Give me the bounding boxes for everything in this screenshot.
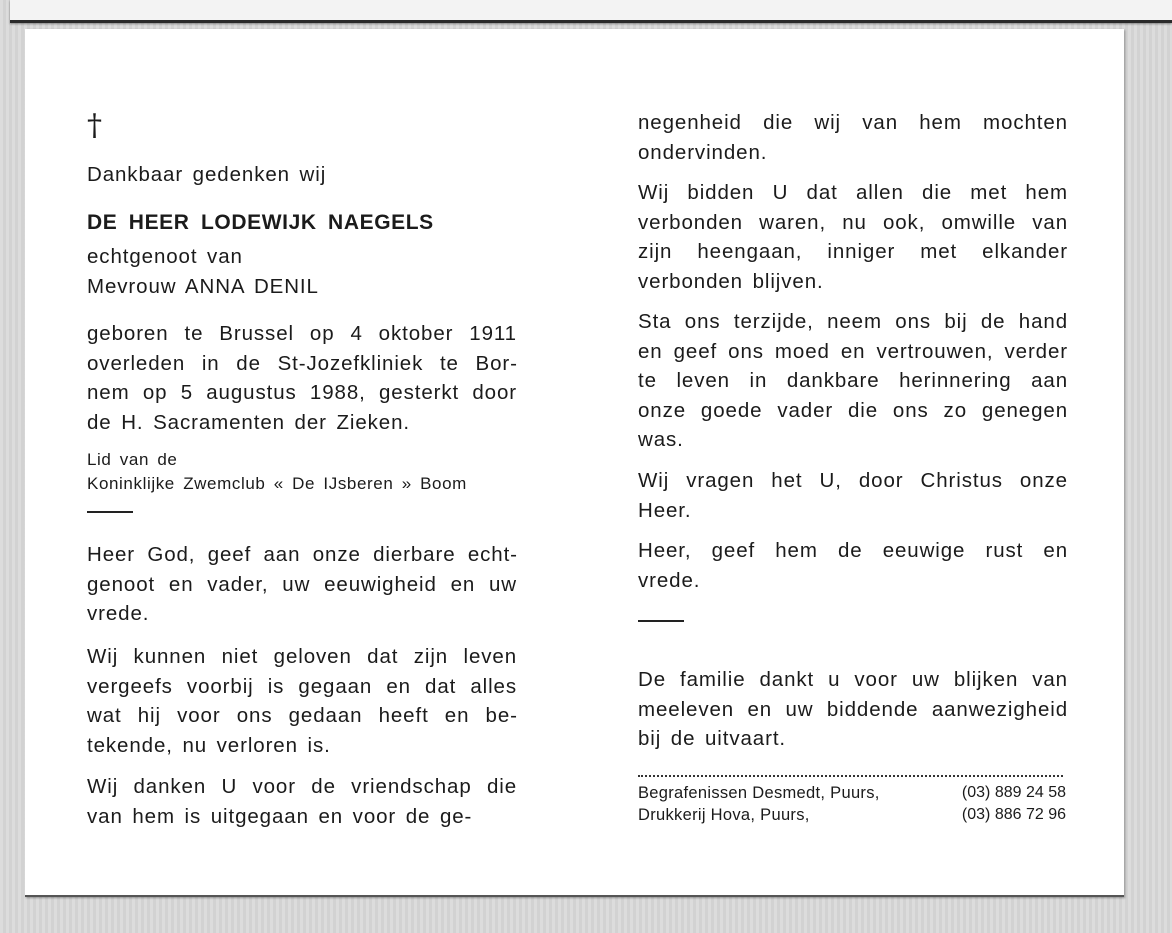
separator-dash bbox=[87, 511, 133, 513]
membership-line-1: Lid van de bbox=[87, 450, 178, 469]
intro-text: Dankbaar gedenken wij bbox=[87, 163, 327, 186]
spouse-line-1: echtgenoot van bbox=[87, 245, 243, 268]
credit-name: Drukkerij Hova, Puurs, bbox=[638, 806, 810, 824]
credits-block bbox=[638, 782, 1066, 826]
prayer-paragraph-5: Sta ons terzijde, neem ons bij de hand en geef ons moed en vertrouwen, verder te leven in dankbare herinnering aan onze goede vader die ons zo genegen was. bbox=[638, 310, 1068, 451]
prayer-paragraph-2: Wij kunnen niet geloven dat zijn leven vergeefs voorbij is gegaan en dat alles wat hij voor ons gedaan heeft en betekende, nu verloren is. bbox=[87, 645, 517, 757]
prayer-paragraph-3: Wij danken U voor de vriendschap die van hem is uitgegaan en voor de ge- bbox=[87, 775, 517, 828]
credit-phone: (03) 886 72 96 bbox=[961, 806, 1066, 823]
prayer-paragraph-6: Wij vragen het U, door Christus onze Heer. bbox=[638, 469, 1068, 522]
dotted-rule bbox=[638, 775, 1063, 777]
credit-phone: (03) 889 24 58 bbox=[961, 784, 1066, 801]
background-paper-edge bbox=[10, 0, 1172, 23]
prayer-paragraph-3-continued: negenheid die wij van hem mochten ondervinden. bbox=[638, 111, 1068, 164]
thanks-paragraph: De familie dankt u voor uw blijken van meeleven en uw biddende aanwezigheid bij de uitvaart. bbox=[638, 668, 1068, 750]
spouse-line-2: Mevrouw ANNA DENIL bbox=[87, 275, 319, 298]
credit-name: Begrafenissen Desmedt, Puurs, bbox=[638, 784, 880, 802]
credit-row-printer bbox=[638, 804, 1066, 826]
cross-icon: † bbox=[87, 108, 102, 143]
deceased-name: DE HEER LODEWIJK NAEGELS bbox=[87, 211, 434, 234]
separator-dash bbox=[638, 620, 684, 622]
memorial-card bbox=[25, 29, 1124, 897]
credit-row-undertaker bbox=[638, 782, 1066, 804]
prayer-paragraph-1: Heer God, geef aan onze dierbare echtgenoot en vader, uw eeuwigheid en uw vrede. bbox=[87, 543, 517, 625]
bio-paragraph: geboren te Brussel op 4 oktober 1911 overleden in de St-Jozefkliniek te Bornem op 5 augustus 1988, gesterkt door de H. Sacramenten der Zieken. bbox=[87, 322, 517, 434]
prayer-paragraph-7: Heer, geef hem de eeuwige rust en vrede. bbox=[638, 539, 1068, 592]
membership-line-2: Koninklijke Zwemclub « De IJsberen » Boom bbox=[87, 474, 467, 493]
prayer-paragraph-4: Wij bidden U dat allen die met hem verbonden waren, nu ook, omwille van zijn heengaan, inniger met elkander verbonden blijven. bbox=[638, 181, 1068, 293]
